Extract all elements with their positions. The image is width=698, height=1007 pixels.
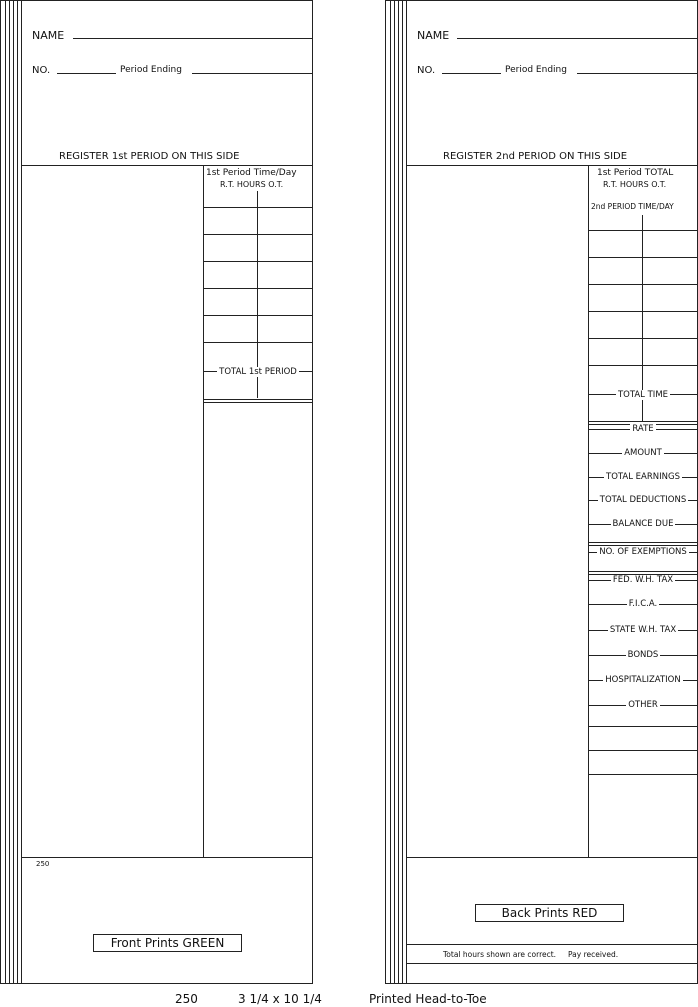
bottom-rule bbox=[406, 857, 697, 858]
payroll-item-amount: AMOUNT bbox=[624, 448, 662, 458]
attestation-text: Total hours shown are correct. Pay received. bbox=[443, 950, 619, 959]
payroll-rule bbox=[589, 750, 697, 751]
row-rule bbox=[589, 365, 697, 366]
total-1st-period-label: TOTAL 1st PERIOD bbox=[219, 367, 297, 377]
payroll-item-hospitalization: HOSPITALIZATION bbox=[605, 675, 681, 685]
period-ending-label: Period Ending bbox=[505, 65, 567, 75]
payroll-rule bbox=[589, 774, 697, 775]
period-ending-field[interactable] bbox=[192, 73, 312, 74]
col-header-line1: 1st Period Time/Day bbox=[206, 168, 297, 178]
payroll-item-total-deductions: TOTAL DEDUCTIONS bbox=[599, 495, 687, 505]
row-rule bbox=[204, 288, 312, 289]
row-rule bbox=[204, 315, 312, 316]
heading-rule bbox=[406, 165, 697, 166]
payroll-item-balance-due: BALANCE DUE bbox=[612, 519, 674, 529]
payroll-item-rate: RATE bbox=[632, 424, 654, 434]
attestation-bottom-rule bbox=[406, 963, 697, 964]
no-label: NO. bbox=[32, 65, 51, 76]
heading-rule bbox=[21, 165, 312, 166]
payroll-rule bbox=[589, 726, 697, 727]
payroll-item-state-wh-tax: STATE W.H. TAX bbox=[609, 625, 677, 635]
col-header-line2: R.T. HOURS O.T. bbox=[603, 180, 667, 189]
register-heading: REGISTER 2nd PERIOD ON THIS SIDE bbox=[443, 151, 628, 162]
name-field[interactable] bbox=[73, 38, 312, 39]
payroll-item-total-earnings: TOTAL EARNINGS bbox=[606, 472, 680, 482]
payroll-double-rule bbox=[589, 571, 697, 572]
col-header-line2: R.T. HOURS O.T. bbox=[220, 180, 284, 189]
payroll-column-left-rule bbox=[588, 166, 589, 857]
row-rule bbox=[204, 342, 312, 343]
time-column-left-rule bbox=[203, 166, 204, 857]
row-rule bbox=[589, 257, 697, 258]
no-field[interactable] bbox=[442, 73, 501, 74]
front-card bbox=[0, 0, 313, 984]
row-rule bbox=[204, 207, 312, 208]
total-double-rule bbox=[204, 402, 312, 403]
footer-size: 3 1/4 x 10 1/4 bbox=[238, 992, 322, 1006]
period-ending-label: Period Ending bbox=[120, 65, 182, 75]
payroll-item-fica: F.I.C.A. bbox=[628, 599, 658, 609]
col-header-line3: 2nd PERIOD TIME/DAY bbox=[591, 202, 674, 211]
row-rule bbox=[589, 338, 697, 339]
payroll-double-rule bbox=[589, 542, 697, 543]
name-field[interactable] bbox=[457, 38, 697, 39]
bottom-rule bbox=[21, 857, 312, 858]
period-ending-field[interactable] bbox=[577, 73, 697, 74]
payroll-double-rule bbox=[589, 545, 697, 546]
register-heading: REGISTER 1st PERIOD ON THIS SIDE bbox=[59, 151, 240, 162]
name-label: NAME bbox=[32, 29, 65, 42]
row-rule bbox=[589, 284, 697, 285]
total-double-rule bbox=[204, 399, 312, 400]
attestation-top-rule bbox=[406, 944, 697, 945]
payroll-item-fed-wh-tax: FED. W.H. TAX bbox=[612, 575, 674, 585]
row-rule bbox=[589, 311, 697, 312]
row-rule bbox=[589, 230, 697, 231]
payroll-item-exemptions: NO. OF EXEMPTIONS bbox=[599, 547, 687, 557]
back-card bbox=[385, 0, 698, 984]
payroll-item-other: OTHER bbox=[628, 700, 658, 710]
col-header-line1: 1st Period TOTAL bbox=[597, 168, 674, 178]
total-time-label: TOTAL TIME bbox=[617, 390, 669, 400]
row-rule bbox=[204, 261, 312, 262]
footer-print-note: Printed Head-to-Toe bbox=[369, 992, 487, 1006]
total-double-rule bbox=[589, 421, 697, 422]
name-label: NAME bbox=[417, 29, 450, 42]
back-print-color-box: Back Prints RED bbox=[475, 904, 624, 922]
payroll-item-bonds: BONDS bbox=[627, 650, 659, 660]
row-rule bbox=[204, 234, 312, 235]
no-label: NO. bbox=[417, 65, 436, 76]
no-field[interactable] bbox=[57, 73, 116, 74]
footer-form-number: 250 bbox=[175, 992, 198, 1006]
form-number: 250 bbox=[36, 860, 50, 868]
front-print-color-box: Front Prints GREEN bbox=[93, 934, 242, 952]
